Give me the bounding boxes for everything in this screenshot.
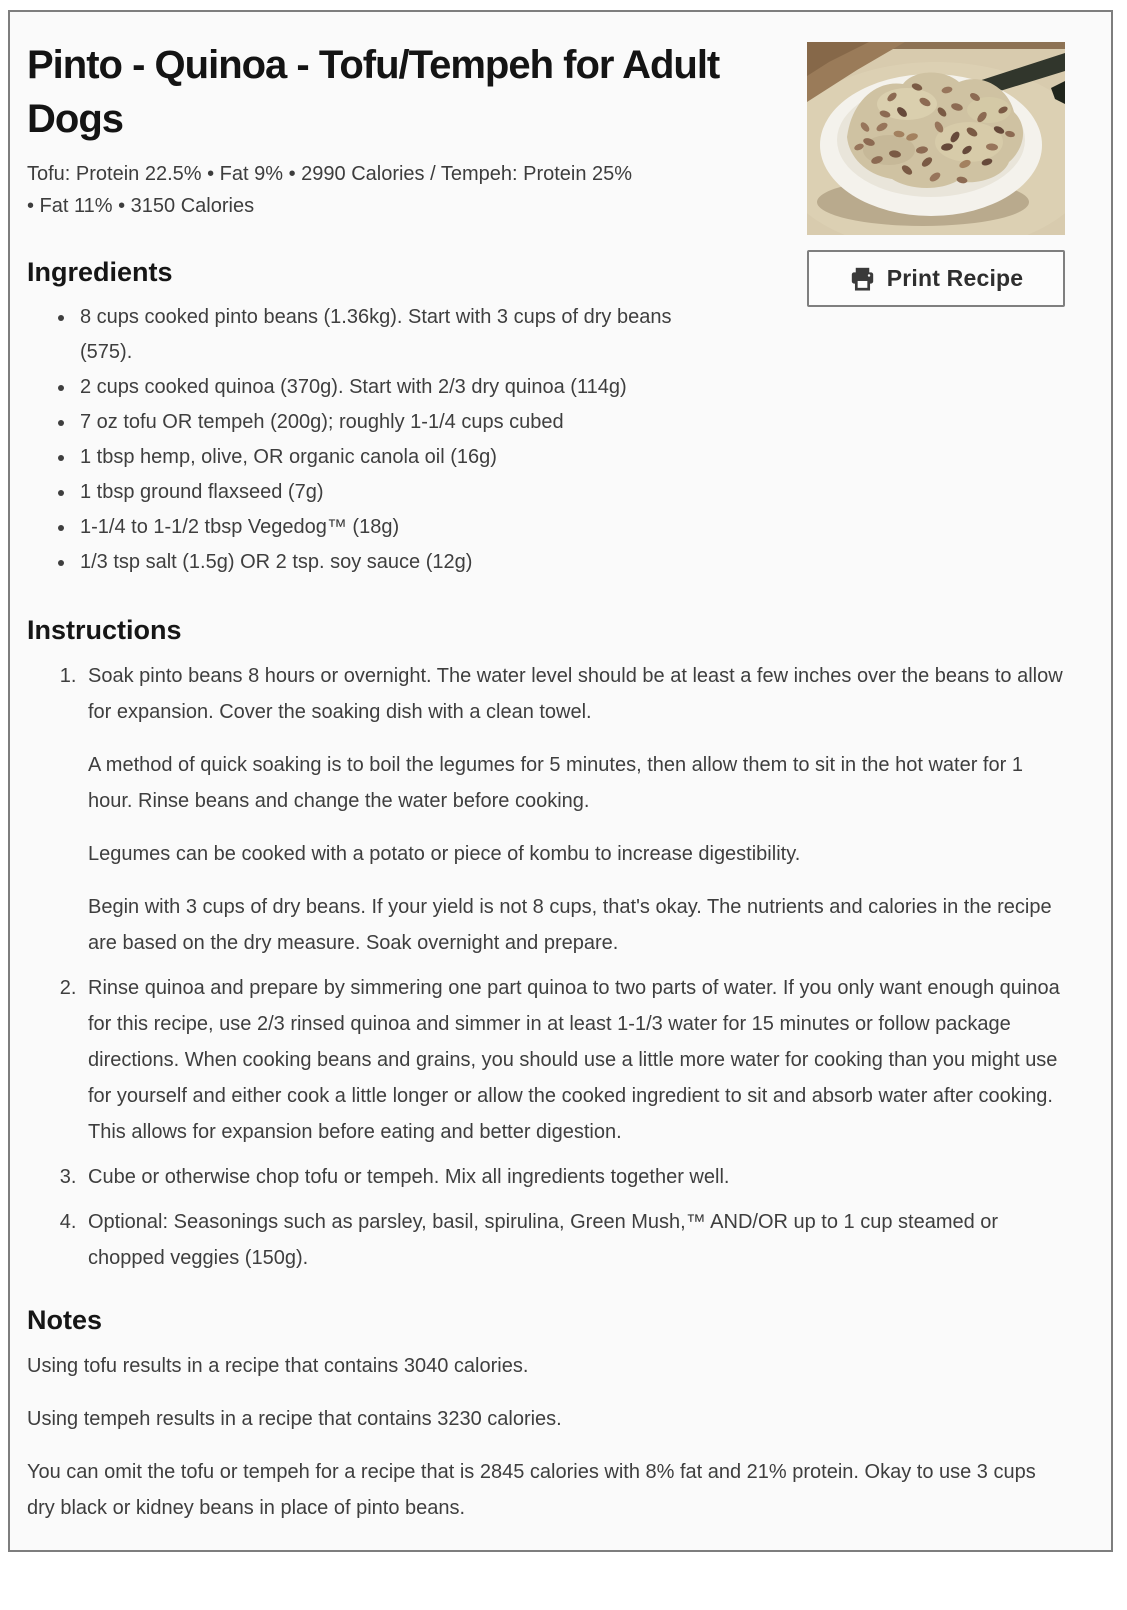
note-paragraph: You can omit the tofu or tempeh for a recipe that is 2845 calories with 8% fat and 21% protein. Okay to use 3 cups dry black or kidney beans in place of pinto beans.	[27, 1461, 1036, 1519]
instruction-step-paragraph: 4. Optional: Seasonings such as parsley, basil, spirulina, Green Mush,™ AND/OR up to 1 cup steamed or chopped veggies (150g).	[88, 1211, 999, 1269]
media-column	[807, 42, 1065, 307]
nutrition-summary-line2: • Fat 11% • 3150 Calories	[27, 195, 255, 217]
recipe-title-line2: Dogs	[27, 97, 123, 141]
instruction-step	[82, 1204, 1065, 1276]
printer-icon	[849, 265, 876, 292]
notes-section	[27, 1348, 1065, 1526]
ingredient-item: • 1 tbsp hemp, olive, OR organic canola oil (16g)	[76, 440, 692, 475]
ingredient-item: • 2 cups cooked quinoa (370g). Start with 2/3 dry quinoa (114g)	[76, 370, 692, 405]
recipe-photo-illustration	[807, 42, 1065, 235]
ingredient-item: • 1-1/4 to 1-1/2 tbsp Vegedog™ (18g)	[76, 510, 692, 545]
note-paragraph: Using tofu results in a recipe that contains 3040 calories.	[27, 1355, 529, 1377]
ingredient-item: • 7 oz tofu OR tempeh (200g); roughly 1-1/4 cups cubed	[76, 405, 692, 440]
instruction-step-paragraph: 1. Soak pinto beans 8 hours or overnight. The water level should be at least a few inches over the beans to allow for expansion. Cover the soaking dish with a clean towel.	[88, 665, 1063, 723]
instruction-step-paragraph: 3. Cube or otherwise chop tofu or tempeh. Mix all ingredients together well.	[88, 1166, 730, 1188]
nutrition-summary-line1: Tofu: Protein 22.5% • Fat 9% • 2990 Calories / Tempeh: Protein 25%	[27, 163, 633, 185]
instruction-step-paragraph: A method of quick soaking is to boil the legumes for 5 minutes, then allow them to sit in the hot water for 1 hour. Rinse beans and change the water before cooking.	[88, 754, 1023, 812]
ingredient-item: • 1 tbsp ground flaxseed (7g)	[76, 475, 692, 510]
instruction-step-paragraph: Legumes can be cooked with a potato or piece of kombu to increase digestibility.	[88, 843, 801, 865]
recipe-card	[8, 10, 1113, 1552]
print-recipe-label: Print Recipe	[886, 265, 1024, 291]
instruction-step	[82, 658, 1065, 961]
ingredients-list	[27, 300, 692, 580]
instructions-list	[27, 658, 1065, 1276]
notes-heading: Notes	[27, 1305, 103, 1335]
ingredients-heading: Ingredients	[27, 257, 173, 287]
instruction-step	[82, 970, 1065, 1150]
instruction-step	[82, 1159, 1065, 1195]
ingredient-item: • 1/3 tsp salt (1.5g) OR 2 tsp. soy sauce (12g)	[76, 545, 692, 580]
instructions-heading: Instructions	[27, 615, 182, 645]
ingredient-item: • 8 cups cooked pinto beans (1.36kg). Start with 3 cups of dry beans (575).	[76, 300, 692, 370]
instruction-step-paragraph: 2. Rinse quinoa and prepare by simmering one part quinoa to two parts of water. If you only want enough quinoa for this recipe, use 2/3 rinsed quinoa and simmer in at least 1-1/3 water for 15 minutes or follow package directions. When cooking beans and grains, you should use a little more water for cooking than you might use for yourself and either cook a little longer or allow the cooked ingredient to sit and absorb water after cooking. This allows for expansion before eating and better digestion.	[88, 977, 1060, 1143]
note-paragraph: Using tempeh results in a recipe that contains 3230 calories.	[27, 1408, 562, 1430]
recipe-photo	[807, 42, 1065, 235]
recipe-title-line1: Pinto - Quinoa - Tofu/Tempeh for Adult	[27, 43, 720, 87]
print-recipe-button[interactable]	[807, 250, 1065, 307]
instruction-step-paragraph: Begin with 3 cups of dry beans. If your yield is not 8 cups, that's okay. The nutrients and calories in the recipe are based on the dry measure. Soak overnight and prepare.	[88, 896, 1052, 954]
